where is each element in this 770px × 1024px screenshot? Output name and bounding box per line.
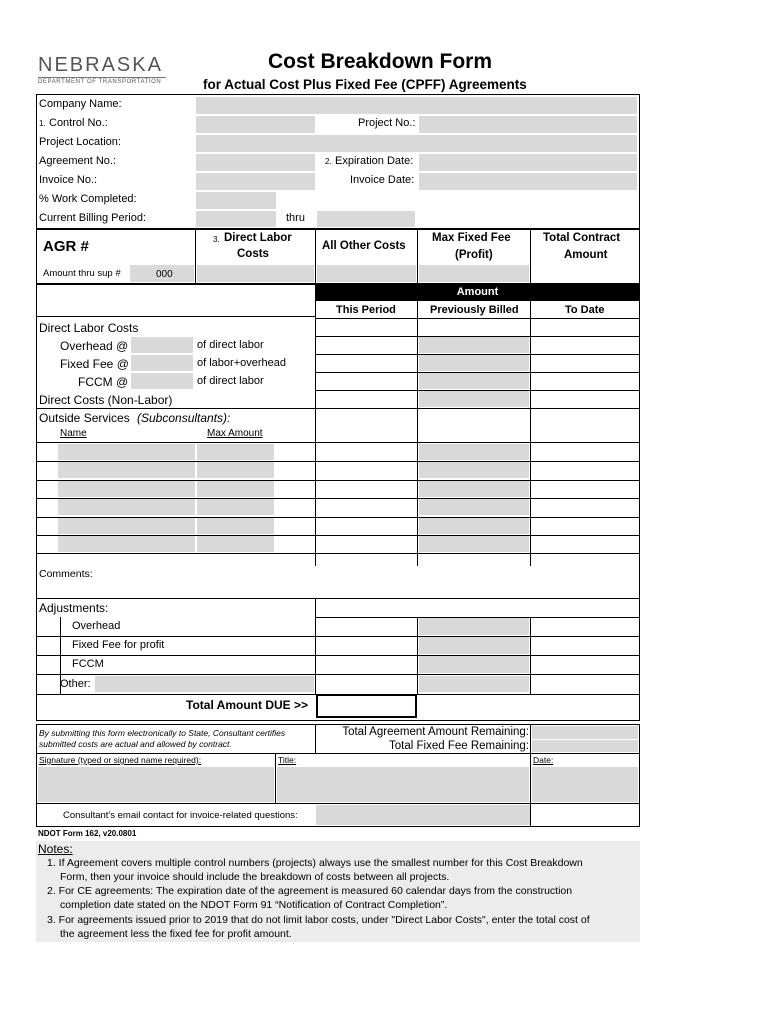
sub-max-amount-field[interactable] <box>197 536 274 552</box>
certify-line-2: submitted costs are actual and allowed by contract. <box>39 739 232 749</box>
invoice-date-label: Invoice Date: <box>350 174 415 186</box>
sub-name-field[interactable] <box>58 444 195 460</box>
adjustments-label: Adjustments: <box>39 601 109 615</box>
note-3a: 3. For agreements issued prior to 2019 that do not limit labor costs, under "Direct Labor Costs", enter the total cost of <box>47 914 590 926</box>
sub-max-amount-header: Max Amount <box>207 428 263 439</box>
company-name-label: Company Name: <box>39 98 122 110</box>
notes-title: Notes: <box>38 842 73 856</box>
expiration-date-field[interactable] <box>419 154 637 171</box>
control-no-label: Control No.: <box>49 117 108 129</box>
adj-fixed-fee-label: Fixed Fee for profit <box>72 639 165 651</box>
total-due-field[interactable] <box>316 694 417 718</box>
sub-prev-billed-field[interactable] <box>419 481 529 497</box>
to-date-header: To Date <box>565 304 605 316</box>
sub-name-field[interactable] <box>58 462 195 478</box>
direct-costs-label: Direct Costs (Non-Labor) <box>39 393 173 407</box>
project-location-label: Project Location: <box>39 136 121 148</box>
adj-other-field[interactable] <box>95 676 314 692</box>
sub-prev-billed-field[interactable] <box>419 444 529 460</box>
amount-header: Amount <box>456 286 499 298</box>
fixed-fee-rate-field[interactable] <box>131 355 193 371</box>
billing-end-field[interactable] <box>317 211 415 227</box>
signature-field[interactable] <box>38 767 274 802</box>
expiration-number: 2. <box>325 157 332 166</box>
total-contract-header: Total Contract <box>543 232 621 244</box>
comments-label: Comments: <box>39 568 93 580</box>
fixed-fee-label: Fixed Fee @ <box>60 357 129 371</box>
expiration-date-label: Expiration Date: <box>335 155 414 167</box>
note-1a: 1. If Agreement covers multiple control numbers (projects) always use the smallest number for this Cost Breakdown <box>47 857 583 869</box>
page-title: Cost Breakdown Form <box>268 50 493 73</box>
sub-max-amount-field[interactable] <box>197 499 274 515</box>
note-2a: 2. For CE agreements: The expiration date of the agreement is measured 60 calendar days from the construction <box>47 885 573 897</box>
email-field[interactable] <box>316 805 530 825</box>
overhead-rate-field[interactable] <box>131 337 193 353</box>
sup-number-value: 000 <box>156 269 173 280</box>
total-due-label: Total Amount DUE >> <box>186 698 309 712</box>
title-field[interactable] <box>277 767 529 802</box>
certify-line-1: By submitting this form electronically to State, Consultant certifies <box>39 728 286 738</box>
logo-rule <box>38 77 166 78</box>
overhead-label: Overhead @ <box>60 339 129 353</box>
company-name-field[interactable] <box>196 97 637 114</box>
direct-labor-number: 3. <box>213 235 220 244</box>
date-field[interactable] <box>532 767 638 802</box>
fccm-desc: of direct labor <box>197 375 264 387</box>
fccm-label: FCCM @ <box>78 375 129 389</box>
invoice-no-label: Invoice No.: <box>39 174 98 186</box>
direct-labor-header-2: Costs <box>237 248 269 260</box>
previously-billed-header: Previously Billed <box>430 304 519 316</box>
billing-start-field[interactable] <box>196 211 276 227</box>
fccm-prev-field[interactable] <box>419 373 529 389</box>
control-no-number: 1. <box>39 119 46 128</box>
adj-other-label: Other: <box>60 678 91 690</box>
comments-field[interactable] <box>37 582 315 596</box>
fixed-fee-desc: of labor+overhead <box>197 357 286 369</box>
note-1b: Form, then your invoice should include the breakdown of costs between all projects. <box>60 871 450 883</box>
page-subtitle: for Actual Cost Plus Fixed Fee (CPFF) Agreements <box>203 77 527 92</box>
invoice-date-field[interactable] <box>419 173 637 190</box>
adj-fccm-label: FCCM <box>72 658 104 670</box>
sub-prev-billed-field[interactable] <box>419 536 529 552</box>
fccm-rate-field[interactable] <box>131 373 193 389</box>
agreement-no-label: Agreement No.: <box>39 155 117 167</box>
direct-costs-prev-field[interactable] <box>419 391 529 407</box>
sub-max-amount-field[interactable] <box>197 481 274 497</box>
sub-name-field[interactable] <box>58 518 195 534</box>
fee-remaining-label: Total Fixed Fee Remaining: <box>389 740 529 752</box>
all-other-costs-header: All Other Costs <box>322 240 406 252</box>
signature-label: Signature (typed or signed name required): <box>39 755 202 765</box>
sub-prev-billed-field[interactable] <box>419 518 529 534</box>
work-completed-field[interactable] <box>196 192 276 209</box>
form-id: NDOT Form 162, v20.0801 <box>38 829 137 838</box>
sub-name-field[interactable] <box>58 481 195 497</box>
agreement-remaining-field[interactable] <box>532 726 638 739</box>
project-location-field[interactable] <box>196 135 637 152</box>
adj-overhead-prev-field[interactable] <box>419 618 529 635</box>
subconsultants-label: (Subconsultants): <box>137 411 231 425</box>
max-fixed-fee-header-2: (Profit) <box>455 249 493 261</box>
sub-max-amount-field[interactable] <box>197 518 274 534</box>
logo-dept: DEPARTMENT OF TRANSPORTATION <box>38 79 162 85</box>
email-label: Consultant's email contact for invoice-related questions: <box>63 810 298 821</box>
total-contract-header-2: Amount <box>564 249 608 261</box>
fee-remaining-field[interactable] <box>532 740 638 752</box>
note-2b: completion date stated on the NDOT Form 91 “Notification of Contract Completion”. <box>60 899 448 911</box>
work-completed-label: % Work Completed: <box>39 193 137 205</box>
invoice-no-field[interactable] <box>196 173 315 190</box>
note-3b: the agreement less the fixed fee for profit amount. <box>60 928 292 940</box>
sub-name-field[interactable] <box>58 536 195 552</box>
sub-max-amount-field[interactable] <box>197 444 274 460</box>
direct-labor-contract-field[interactable] <box>197 265 314 282</box>
sub-max-amount-field[interactable] <box>197 462 274 478</box>
control-no-field[interactable] <box>196 116 315 133</box>
max-fee-contract-field[interactable] <box>419 265 529 282</box>
sub-prev-billed-field[interactable] <box>419 499 529 515</box>
sub-name-header: Name <box>60 428 87 439</box>
fixed-fee-prev-field[interactable] <box>419 355 529 371</box>
logo-brand: NEBRASKA <box>38 54 163 76</box>
sub-name-field[interactable] <box>58 499 195 515</box>
adj-fixed-fee-prev-field[interactable] <box>419 637 529 654</box>
overhead-desc: of direct labor <box>197 339 264 351</box>
agr-label: AGR # <box>43 238 89 255</box>
project-no-field[interactable] <box>419 116 637 133</box>
adj-other-prev-field[interactable] <box>419 676 529 692</box>
title-label: Title: <box>278 755 297 765</box>
overhead-prev-field[interactable] <box>419 337 529 353</box>
outside-services-label: Outside Services <box>39 411 130 425</box>
sub-prev-billed-field[interactable] <box>419 462 529 478</box>
date-label: Date: <box>533 755 554 765</box>
agreement-remaining-label: Total Agreement Amount Remaining: <box>342 726 529 738</box>
adj-fccm-prev-field[interactable] <box>419 656 529 673</box>
direct-labor-header: Direct Labor <box>224 232 292 244</box>
project-no-label: Project No.: <box>358 117 416 129</box>
adj-overhead-label: Overhead <box>72 620 121 632</box>
this-period-header: This Period <box>336 304 396 316</box>
all-other-contract-field[interactable] <box>317 265 416 282</box>
max-fixed-fee-header: Max Fixed Fee <box>432 232 511 244</box>
thru-label: thru <box>286 212 305 224</box>
billing-period-label: Current Billing Period: <box>39 212 146 224</box>
direct-labor-costs-label: Direct Labor Costs <box>39 321 139 335</box>
agreement-no-field[interactable] <box>196 154 315 171</box>
amount-thru-sup-label: Amount thru sup # <box>43 268 121 279</box>
